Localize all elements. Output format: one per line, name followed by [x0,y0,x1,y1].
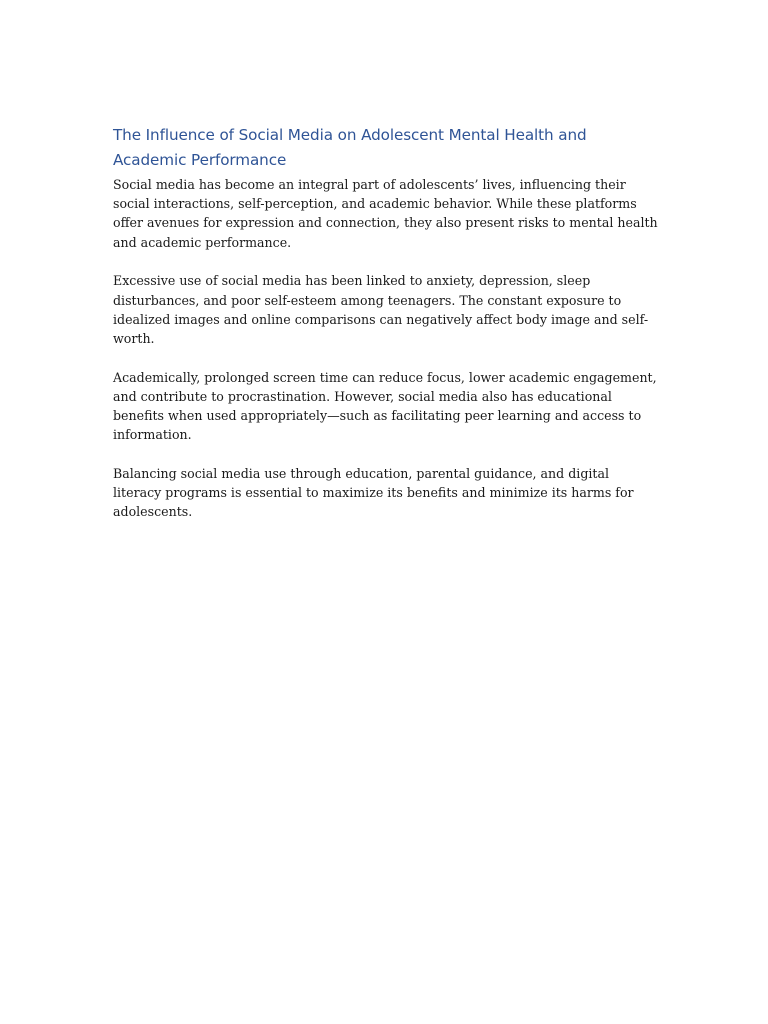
paragraph-academic: Academically, prolonged screen time can reduce focus, lower academic engagement, and contribute to procrastination. However, social media also has educational benefits when used appropriately—such as facilitating peer learning and access to information. [113,369,657,443]
document-body [113,123,658,541]
paragraph-introduction: Social media has become an integral part of adolescents’ lives, influencing their social interactions, self-perception, and academic behavior. While these platforms offer avenues for expression and connection, they also present risks to mental health and academic performance. [113,177,658,250]
document-title: The Influence of Social Media on Adolescent Mental Health and Academic Performance [113,126,587,169]
paragraph-mental-health: Excessive use of social media has been linked to anxiety, depression, sleep disturbances, and poor self-esteem among teenagers. The constant exposure to idealized images and online comparisons can negatively affect body image and self-worth. [113,273,649,346]
paragraph-conclusion: Balancing social media use through education, parental guidance, and digital literacy programs is essential to maximize its benefits and minimize its harms for adolescents. [113,465,634,520]
